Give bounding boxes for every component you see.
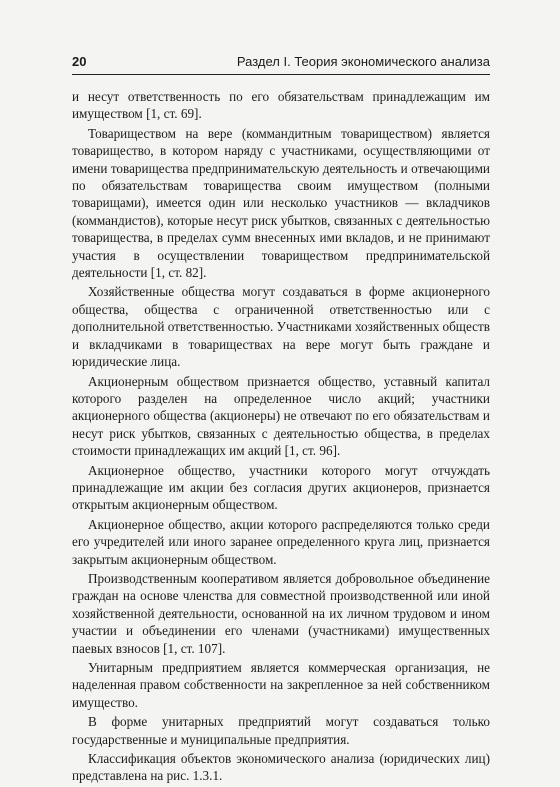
running-header [72,52,490,75]
paragraph-limited-partnership: Товариществом на вере (коммандитным товариществом) является товарищество, в котором наряду с участниками, осуществляющими от имени товарищества предпринимательскую деятельность и отвечающими по обязательствам товарищества своим имуществом (полными товарищами), имеется один или несколько участников — вкладчиков (коммандистов), которые несут риск убытков, связанных с деятельностью товарищества, в пределах сумм внесенных ими вкладов, и не принимают участия в осуществлении товариществом предпринимательской деятельности [1, ст. 82]. [72,125,490,281]
paragraph-business-companies: Хозяйственные общества могут создаваться в форме акционерного общества, общества с ограниченной ответственностью или с дополнительной ответственностью. Участниками хозяйственных обществ и вкладчиками в товариществах на вере могут быть граждане и юридические лица. [72,284,490,370]
paragraph-cooperative: Производственным кооперативом является добровольное объединение граждан на основе членства для совместной производственной или иной хозяйственной деятельности, основанной на их личном трудовом и ином участии и объединении его членами (участниками) имущественных паевых взносов [1, ст. 107]. [72,570,490,656]
paragraph-joint-stock-company: Акционерным обществом признается общество, уставный капитал которого разделен на определенное число акций; участники акционерного общества (акционеры) не отвечают по его обязательствам и несут риск убытков, связанных с деятельностью общества, в пределах стоимости принадлежащих им акций [1, ст. 96]. [72,373,490,459]
paragraph-unitary-enterprise: Унитарным предприятием является коммерческая организация, не наделенная правом собственности на закрепленное за ней собственником имущество. [72,660,490,710]
paragraph-continuation: и несут ответственность по его обязательствам принадлежащим им имуществом [1, ст. 69]. [72,89,490,122]
paragraph-open-jsc: Акционерное общество, участники которого могут отчуждать принадлежащие им акции без согласия других акционеров, признается открытым акционерным обществом. [72,462,490,513]
paragraph-closed-jsc: Акционерное общество, акции которого распределяются только среди его учредителей или иного заранее определенного круга лиц, признается закрытым акционерным обществом. [72,516,490,567]
paragraph-unitary-forms: В форме унитарных предприятий могут создаваться только государственные и муниципальные предприятия. [72,714,490,747]
page-number: 20 [72,54,87,69]
paragraph-classification: Классификация объектов экономического анализа (юридических лиц) представлена на рис. 1.3.1. [72,751,490,784]
section-title: Раздел I. Теория экономического анализа [236,54,490,69]
body-text [72,88,490,787]
